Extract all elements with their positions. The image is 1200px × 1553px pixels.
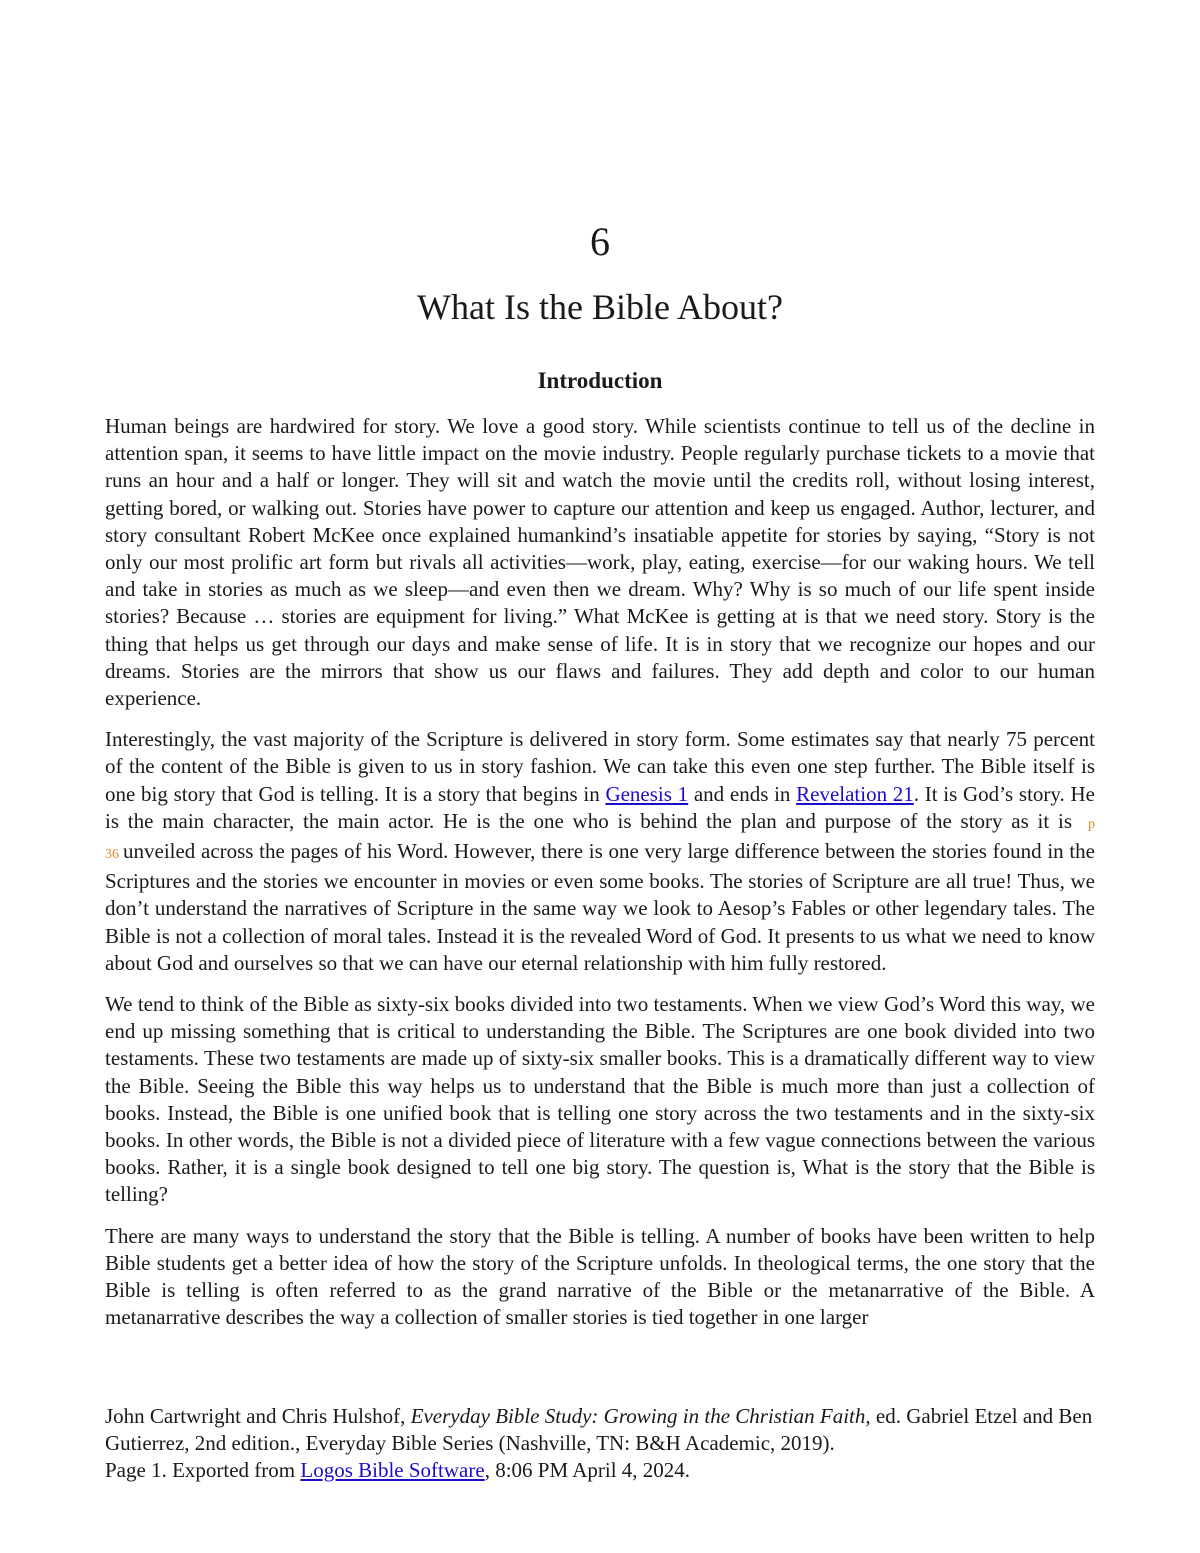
- export-prefix: Page 1. Exported from: [105, 1458, 301, 1482]
- citation-book-title: Everyday Bible Study: Growing in the Christian Faith: [410, 1404, 866, 1428]
- citation-authors: John Cartwright and Chris Hulshof,: [105, 1404, 411, 1428]
- section-heading: Introduction: [537, 368, 663, 393]
- paragraph-2-text-c: . It is God’s story. He is the main character, the main actor. He is the one who is behind the plan and purpose of the story as it is: [105, 781, 1095, 833]
- body-text: [105, 413, 1095, 1346]
- citation-text: [105, 1403, 1095, 1457]
- paragraph-1: Human beings are hardwired for story. We love a good story. While scientists continue to tell us of the decline in attention span, it seems to have little impact on the movie industry. People regularly purchase tickets to a movie that runs an hour and a half or longer. They will sit and watch the movie until the credits roll, without losing interest, getting bored, or walking out. Stories have power to capture our attention and keep us engaged. Author, lecturer, and story consultant Robert McKee once explained humankind’s insatiable appetite for stories by saying, “Story is not only our most prolific art form but rivals all activities—work, play, eating, exercise—for our waking hours. We tell and take in stories as much as we sleep—and even then we dream. Why? Why is so much of our life spent inside stories? Because … stories are equipment for living.” What McKee is getting at is that we need story. Story is the thing that helps us get through our days and make sense of life. It is in story that we recognize our hopes and our dreams. Stories are the mirrors that show us our flaws and failures. They add depth and color to our human experience.: [105, 414, 1095, 711]
- genesis-1-link[interactable]: Genesis 1: [605, 781, 689, 806]
- paragraph-4: There are many ways to understand the story that the Bible is telling. A number of books have been written to help Bible students get a better idea of how the story of the Scripture unfolds. In theological terms, the one story that the Bible is telling is often referred to as the grand narrative of the Bible or the metanarrative of the Bible. A metanarrative describes the way a collection of smaller stories is tied together in one larger: [105, 1223, 1095, 1330]
- citation-details: , ed. Gabriel Etzel and Ben Gutierrez, 2nd edition., Everyday Bible Series (Nashville, TN: B&H Academic, 2019).: [105, 1404, 1093, 1455]
- logos-software-link[interactable]: Logos Bible Software: [300, 1458, 485, 1482]
- export-line: [105, 1457, 1095, 1484]
- paragraph-2-text-a: Interestingly, the vast majority of the Scripture is delivered in story form. Some estimates say that nearly 75 percent of the content of the Bible is given to us in story fashion. We can take this even one step further. The Bible itself is one big story that God is telling. It is a story that begins in: [105, 727, 1095, 806]
- export-suffix: , 8:06 PM April 4, 2024.: [484, 1458, 691, 1482]
- chapter-title: What Is the Bible About?: [417, 287, 783, 327]
- revelation-21-link[interactable]: Revelation 21: [796, 781, 914, 806]
- citation-footer: [105, 1403, 1095, 1484]
- chapter-number: 6: [590, 219, 610, 264]
- paragraph-2-text-b: and ends in: [688, 781, 797, 806]
- paragraph-2: [105, 726, 1095, 977]
- page-marker: p 36: [105, 816, 1095, 863]
- paragraph-3: We tend to think of the Bible as sixty-six books divided into two testaments. When we view God’s Word this way, we end up missing something that is critical to understanding the Bible. The Scriptures are one book divided into two testaments. These two testaments are made up of sixty-six smaller books. This is a dramatically different way to view the Bible. Seeing the Bible this way helps us to understand that the Bible is much more than just a collection of books. Instead, the Bible is one unified book that is telling one story across the two testaments and in the sixty-six books. In other words, the Bible is not a divided piece of literature with a few vague connections between the various books. Rather, it is a single book designed to tell one big story. The question is, What is the story that the Bible is telling?: [105, 992, 1095, 1207]
- paragraph-2-text-d: unveiled across the pages of his Word. However, there is one very large difference between the stories found in the Scriptures and the stories we encounter in movies or even some books. The stories of Scripture are all true! Thus, we don’t understand the narratives of Scripture in the same way we look to Aesop’s Fables or other legendary tales. The Bible is not a collection of moral tales. Instead it is the revealed Word of God. It presents to us what we need to know about God and ourselves so that we can have our eternal relationship with him fully restored.: [105, 839, 1095, 975]
